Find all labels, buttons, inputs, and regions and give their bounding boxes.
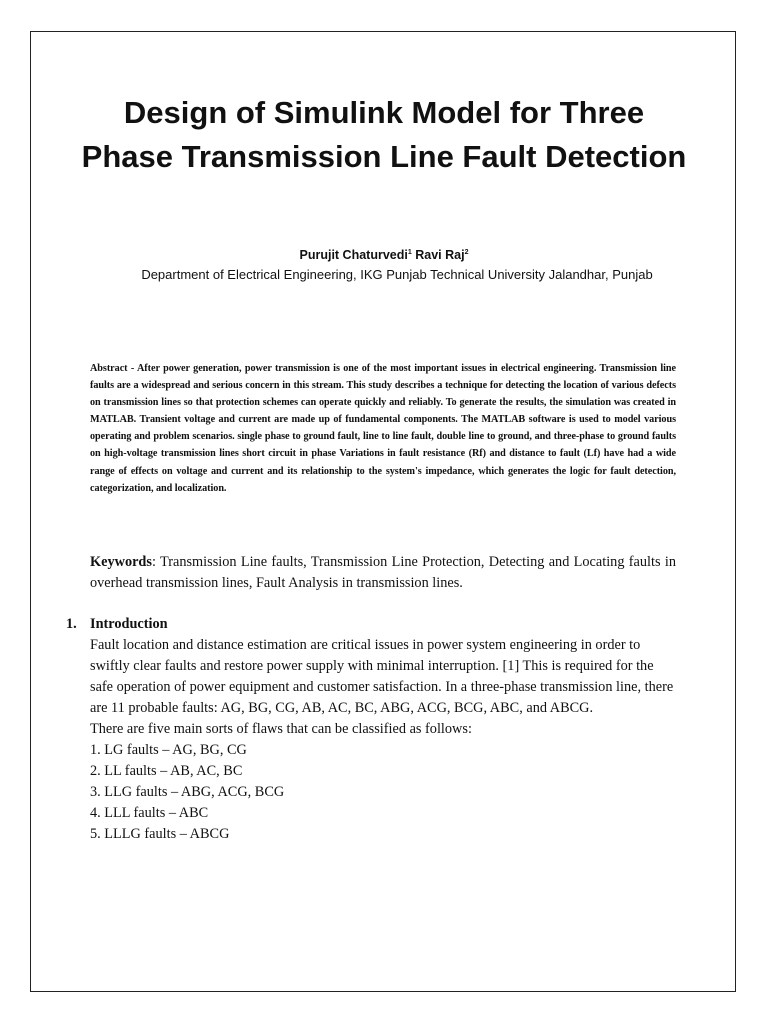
keywords-label: Keywords [90,554,152,570]
abstract-label: Abstract [90,363,128,374]
keywords: Keywords: Transmission Line faults, Transmission Line Protection, Detecting and Locating faults in overhead transmission lines, Fault Analysis in transmission lines. [90,554,676,591]
list-item: 5. LLLG faults – ABCG [90,826,230,842]
author-affil-mark: 2 [464,248,469,256]
abstract-text: After power generation, power transmission is one of the most important issues in electrical engineering. Transmission line faults are a widespread and serious concern in this stream. This study describes a technique for detecting the location of various defects on transmission lines so that protection schemes can operate quickly and reliably. To generate the results, the simulation was created in MATLAB. Transient voltage and current are made up of fundamental components. The MATLAB software is used to model various operating and problem scenarios. single phase to ground fault, line to line fault, double line to ground, and three-phase to ground faults on high-voltage transmission lines short circuit in phase Variations in fault resistance (Rf) and distance to fault (Lf) have had a wide range of effects on voltage and current and its relationship to the system's impedance, which generates the logic for fault detection, categorization, and localization. [90,363,676,494]
keywords-text: Transmission Line faults, Transmission Line Protection, Detecting and Locating faults in overhead transmission lines, Fault Analysis in transmission lines. [90,554,676,591]
section-heading-introduction [66,614,168,635]
authors-line [0,246,768,264]
author-name: Purujit Chaturvedi [299,248,408,262]
intro-paragraph: There are five main sorts of flaws that can be classified as follows: [90,721,472,737]
list-item: 1. LG faults – AG, BG, CG [90,742,247,758]
intro-paragraph: Fault location and distance estimation are critical issues in power system engineering in order to swiftly clear faults and restore power supply with minimal interruption. [1] This is required for the safe operation of power equipment and customer satisfaction. In a three-phase transmission line, there are 11 probable faults: AG, BG, CG, AB, AC, BC, ABG, ACG, BCG, ABC, and ABCG. [90,637,674,716]
list-item: 4. LLL faults – ABC [90,805,209,821]
list-item: 3. LLG faults – ABG, ACG, BCG [90,784,285,800]
fault-type-list [90,740,676,845]
affiliation: Department of Electrical Engineering, IKG Punjab Technical University Jalandhar, Punjab [141,267,653,282]
list-item: 2. LL faults – AB, AC, BC [90,763,243,779]
section-number: 1. [66,616,77,632]
section-title: Introduction [90,616,168,632]
paper-title: Design of Simulink Model for Three Phase Transmission Line Fault Detection [81,95,687,174]
introduction-body [90,635,676,845]
author-name: Ravi Raj [415,248,465,262]
abstract: Abstract - After power generation, power transmission is one of the most important issues in electrical engineering. Transmission line faults are a widespread and serious concern in this stream. This study describes a technique for detecting the location of various defects on transmission lines so that protection schemes can operate quickly and reliably. To generate the results, the simulation was created in MATLAB. Transient voltage and current are made up of fundamental components. The MATLAB software is used to model various operating and problem scenarios. single phase to ground fault, line to line fault, double line to ground, and three-phase to ground faults on high-voltage transmission lines short circuit in phase Variations in fault resistance (Rf) and distance to fault (Lf) have had a wide range of effects on voltage and current and its relationship to the system's impedance, which generates the logic for fault detection, categorization, and localization. [90,363,676,494]
author-affil-mark: 1 [407,248,412,256]
